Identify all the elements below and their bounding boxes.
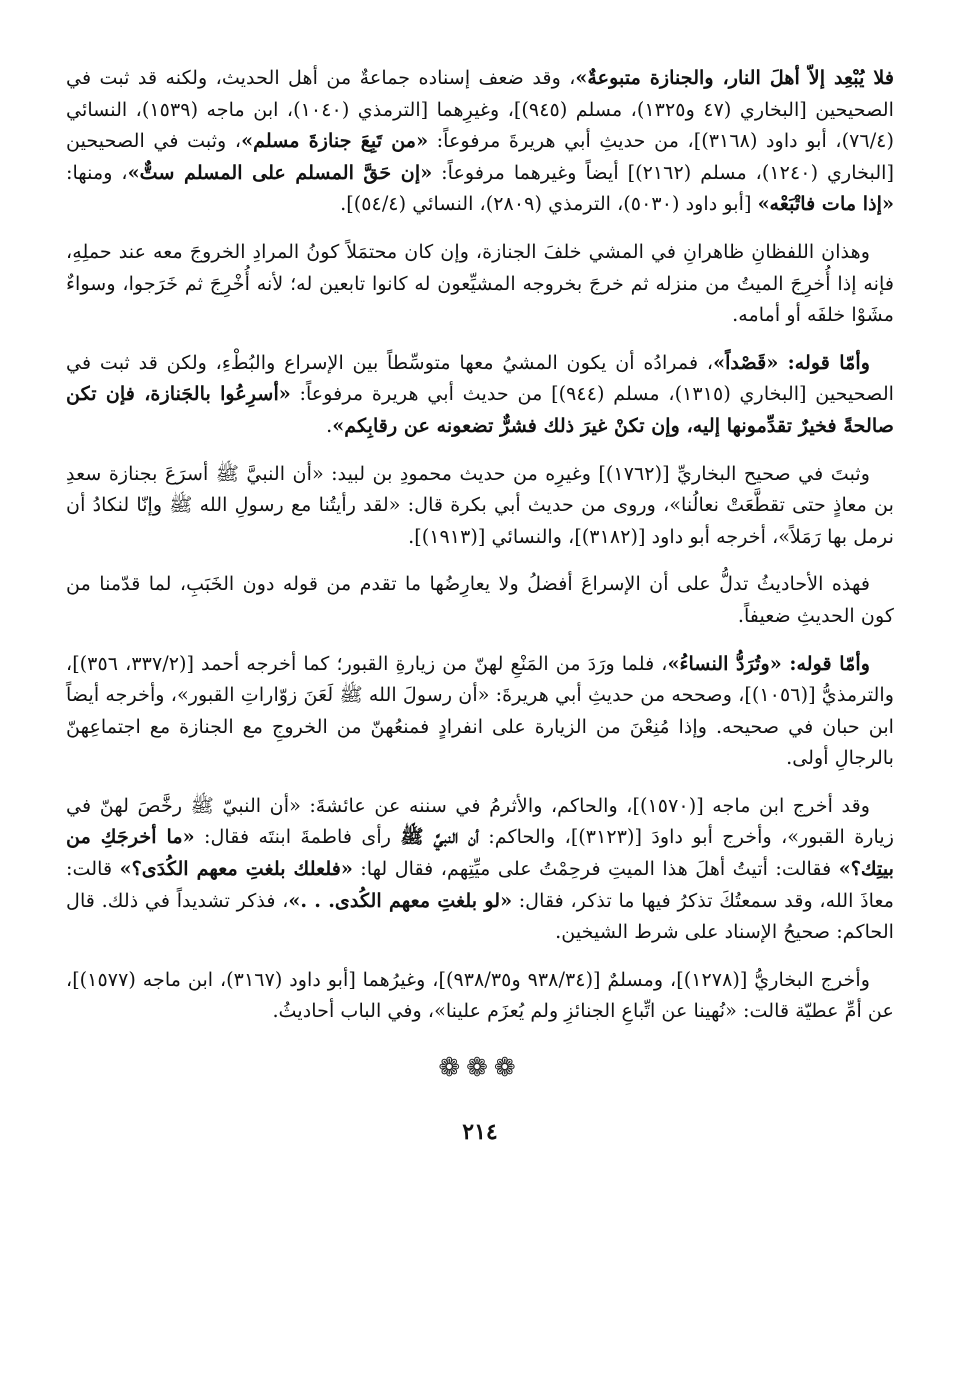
bold-text-run: فلا يُبْعِد إلاّ أهلَ النار، والجنازة متبوعةٌ» — [575, 66, 894, 89]
text-run: وثبتَ في صحيح البخاريِّ [(١٧٦٢)] وغيرِه من حديث محمودِ بن لبيد: «أن النبيَّ ﷺ أسرَعَ بجنازة سعدِ بن معاذٍ حتى تقطَّعَتْ نعالُنا»، وروى من حديث أبي بكرة قال: «لقد رأيتُنا مع رسولِ الله ﷺ وإنّا لنكادُ أن نرمل بها رَمَلاً»، أخرجه أبو داود [(٣١٨٢)]، والنسائي [(١٩١٣)]. — [66, 461, 894, 548]
paragraph — [66, 458, 894, 553]
section-ornament: ❁❁❁ — [438, 1053, 522, 1084]
text-run: قالت: معاذَ الله، وقد سمعتُكَ تذكرُ فيها ما تذكر، فقال: — [66, 857, 894, 912]
bold-text-run: «إذا مات فاتْبَعْه» — [757, 192, 894, 216]
text-run: ، فلما ورَدَ من المَنْعِ لهنّ من زيارةِ القبور؛ كما أخرجه أحمد [(٣٣٧/٢، ٣٥٦)]، والترمذيُّ [(١٠٥٦)]، وصححه من حديثِ أبي هريرةَ: «أن رسولَ الله ﷺ لَعَنَ زوّاراتِ القبور»، وأخرجه أيضاً ابن حبان في صحيحه. وإذا مُنِعْنَ من الزيارة على انفرادٍ فمنعُهنّ من الخروجِ مع الجنازة مع اجتماعِهنّ بالرجالِ أولى. — [66, 651, 894, 770]
text-run: وأخرج البخاريُّ [(١٢٧٨)]، ومسلمٌ [(٩٣٨/٣٤ و٩٣٨/٣٥)]، وغيرُهما [أبو داود (٣١٦٧)، ابن ماجه (١٥٧٧)]، عن أمِّ عطيّة قالت: «نُهينا عن اتِّباعِ الجنائزِ ولم يُعزَم علينا»، وفي الباب أحاديثُ. — [66, 967, 894, 1023]
paragraph — [66, 648, 894, 774]
page-number: ٢١٤ — [462, 1119, 498, 1146]
bold-text-run: وأمّا قوله: «قَصْداً» — [713, 350, 870, 374]
text-run: وقد أخرج ابن ماجه [(١٥٧٠)]، والحاكم، والأثرمُ في سننه عن عائشةَ: «أن النبيّ ﷺ رخَّصَ لهنّ في زيارة القبور»، وأخرج أبو داودَ [(٣١٢٣)]، والحاكم: — [66, 793, 894, 849]
text-run: رأى فاطمةَ ابنتَه فقال: — [194, 825, 401, 849]
paragraph — [66, 568, 894, 631]
text-run: ، فمرادُه أن يكون المشيُ معها متوسِّطاً بين الإسراع والبُطْءِ، ولكن قد ثبت في الصحيحين [البخاري (١٣١٥)، مسلم (٩٤٤)] من حديث أبي هريرة مرفوعاً: — [66, 350, 894, 406]
text-run: ، وقد ضعف إسناده جماعةٌ من أهل الحديث، ولكنه قد ثبت في الصحيحين [البخاري (٤٧ و١٣٢٥)، مسلم (٩٤٥)]، وغيرِهما [الترمذي (١٠٤٠)، ابن ماجه (١٥٣٩)، النسائي (٧٦/٤)، أبو داود (٣١٦٨)]، من حديثِ أبي هريرةَ مرفوعاً: — [66, 66, 894, 153]
page-body — [66, 62, 894, 1027]
text-run: فهذه الأحاديثُ تدلُّ على أن الإسراعَ أفضلُ ولا يعارِضُها ما تقدم من قوله دون الخَبَبِ، لما قدّمنا من كون الحديثِ ضعيفاً. — [66, 572, 894, 627]
bold-text-run: «ما أخرجَكِ من بيتِك؟» — [66, 825, 894, 881]
paragraph — [66, 964, 894, 1027]
paragraph — [66, 236, 894, 331]
bold-text-run: «أسرِعُوا بالجَنازة، فإن تكن صالحةً فخيرٌ تقدِّمونها إليه، وإن تكنْ غيرَ ذلك فشرٌّ تضعونه عن رقابِكم» — [66, 382, 894, 437]
bold-text-run: «فلعلك بلغتِ معهم الكُدَى؟» — [119, 857, 353, 881]
bold-text-run: أن النبيَّ ﷺ — [400, 825, 479, 849]
bold-text-run: «إن حَقَّ المسلم على المسلم ستٌّ» — [127, 160, 433, 184]
paragraph — [66, 62, 894, 220]
text-run: وهذان اللفظانِ ظاهرانِ في المشي خلفَ الجنازة، وإن كان محتمَلاً كونُ المرادِ الخروجَ معه عند حملِهِ، فإنه إذا أُخرِجَ الميتُ من منزله ثم خرجَ بخروجه المشيِّعون له كانوا تابعين له؛ لأنه أُخْرِجَ ثم خَرَجوا، وسواءٌ مشَوْا خلفَه أو أمامه. — [66, 239, 894, 327]
paragraph — [66, 347, 894, 442]
text-run: [أبو داود (٥٠٣٠)، الترمذي (٢٨٠٩)، النسائي (٥٤/٤)]. — [340, 192, 758, 216]
bold-text-run: «من تَبِعَ جنازةَ مسلم» — [241, 129, 429, 153]
text-run: ، ومنها: — [66, 160, 128, 184]
text-run: . — [326, 413, 333, 437]
text-run: ، فذكر تشديداً في ذلك. قال الحاكم: صحيحُ الإسناد على شرط الشيخين. — [66, 888, 894, 944]
paragraph — [66, 790, 894, 948]
text-run: ، وثبت في الصحيحين [البخاري (١٢٤٠)، مسلم (٢١٦٢)] أيضاً وغيرهما مرفوعاً: — [66, 129, 894, 184]
text-run: فقالت: أتيتُ أهلَ هذا الميتِ فرحِمْتُ على ميِّتِهم، فقال لها: — [352, 857, 839, 881]
bold-text-run: «لو بلغتِ معهم الكُدى. . .» — [288, 888, 513, 912]
bold-text-run: وأمّا قوله: «وتُرَدُّ النساءُ» — [667, 651, 871, 675]
